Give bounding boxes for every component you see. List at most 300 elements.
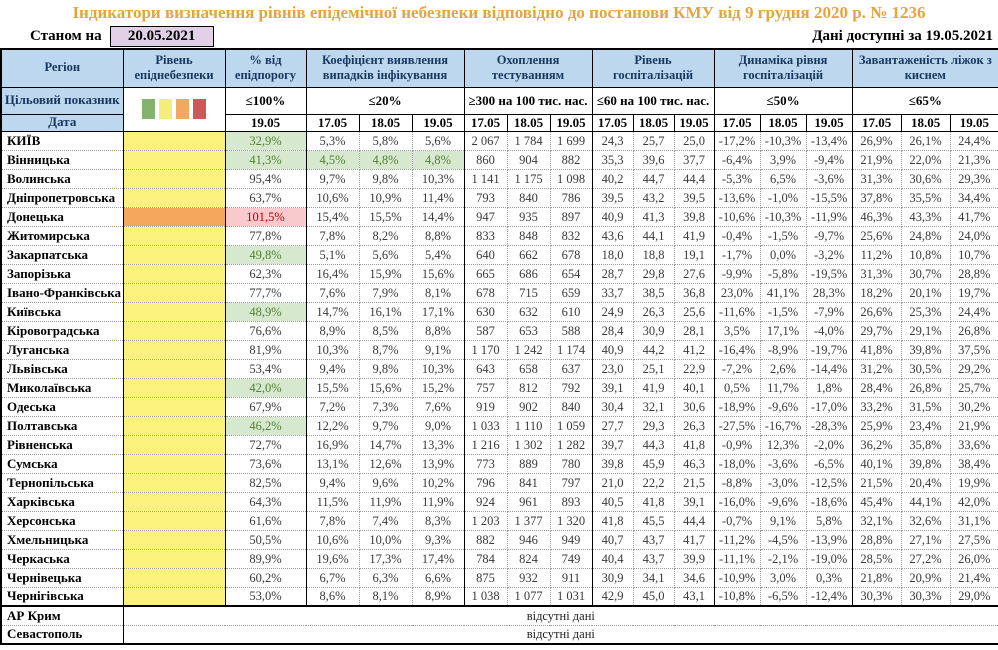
coefficient-value: 16,4% xyxy=(306,264,359,283)
hospitalization-value: 29,3 xyxy=(633,416,674,435)
testing-value: 653 xyxy=(507,321,550,340)
coefficient-value: 8,3% xyxy=(412,511,464,530)
oxygen-beds-value: 42,0% xyxy=(950,492,998,511)
date-cell: 17.05 xyxy=(464,114,507,131)
region-row xyxy=(1,416,998,435)
coefficient-value: 5,1% xyxy=(306,245,359,264)
hospitalization-value: 35,3 xyxy=(592,150,633,169)
hospitalization-value: 24,3 xyxy=(592,131,633,150)
hospitalization-value: 21,5 xyxy=(674,473,714,492)
region-row xyxy=(1,473,998,492)
epidemic-level-cell xyxy=(123,454,225,473)
testing-value: 947 xyxy=(464,207,507,226)
threshold-value: 53,4% xyxy=(225,359,306,378)
epidemic-level-cell xyxy=(123,378,225,397)
coefficient-value: 6,6% xyxy=(412,568,464,587)
region-name: Миколаївська xyxy=(1,378,123,397)
hospitalization-value: 36,8 xyxy=(674,283,714,302)
coefficient-value: 7,8% xyxy=(306,511,359,530)
oxygen-beds-value: 28,8% xyxy=(950,264,998,283)
oxygen-beds-value: 19,9% xyxy=(950,473,998,492)
testing-value: 902 xyxy=(507,397,550,416)
oxygen-beds-value: 35,5% xyxy=(901,188,950,207)
hospitalization-dynamics-header: Динаміка рівня госпіталізацій xyxy=(714,49,852,87)
data-available-label: Дані доступні за 19.05.2021 xyxy=(812,27,993,44)
dynamics-value: -9,9% xyxy=(714,264,760,283)
coefficient-value: 4,8% xyxy=(359,150,412,169)
dynamics-value: -12,5% xyxy=(806,473,852,492)
oxygen-beds-value: 10,8% xyxy=(901,245,950,264)
hospitalization-value: 44,1 xyxy=(633,226,674,245)
dynamics-value: 11,7% xyxy=(760,378,806,397)
hospitalization-value: 41,3 xyxy=(633,207,674,226)
no-data-text: відсутні дані xyxy=(123,625,998,644)
coefficient-value: 9,0% xyxy=(412,416,464,435)
dynamics-value: 0,0% xyxy=(760,245,806,264)
oxygen-beds-value: 20,9% xyxy=(901,568,950,587)
date-cell: 19.05 xyxy=(412,114,464,131)
coefficient-value: 8,6% xyxy=(306,587,359,606)
hospitalization-value: 38,5 xyxy=(633,283,674,302)
region-name: Хмельницька xyxy=(1,530,123,549)
coefficient-value: 9,7% xyxy=(359,416,412,435)
oxygen-beds-value: 26,8% xyxy=(901,378,950,397)
hospitalization-value: 41,2 xyxy=(674,340,714,359)
hospitalization-value: 41,8 xyxy=(674,435,714,454)
oxygen-beds-value: 28,5% xyxy=(852,549,901,568)
hospitalization-value: 40,2 xyxy=(592,169,633,188)
coefficient-value: 14,7% xyxy=(306,302,359,321)
region-name: Чернігівська xyxy=(1,587,123,606)
oxygen-beds-value: 31,5% xyxy=(901,397,950,416)
hospitalization-value: 39,5 xyxy=(674,188,714,207)
testing-target: ≥300 на 100 тис. нас. xyxy=(464,87,592,114)
dynamics-value: -18,0% xyxy=(714,454,760,473)
dynamics-value: 3,0% xyxy=(760,568,806,587)
coefficient-value: 8,8% xyxy=(412,321,464,340)
coefficient-value: 15,5% xyxy=(306,378,359,397)
oxygen-beds-value: 11,2% xyxy=(852,245,901,264)
no-data-text: відсутні дані xyxy=(123,606,998,625)
dynamics-value: -5,8% xyxy=(760,264,806,283)
dynamics-value: -18,6% xyxy=(806,492,852,511)
testing-value: 587 xyxy=(464,321,507,340)
coefficient-value: 10,6% xyxy=(306,530,359,549)
epidemic-level-cell xyxy=(123,188,225,207)
dynamics-value: -7,2% xyxy=(714,359,760,378)
region-row xyxy=(1,530,998,549)
testing-value: 897 xyxy=(550,207,592,226)
hospitalization-value: 45,5 xyxy=(633,511,674,530)
coefficient-value: 15,5% xyxy=(359,207,412,226)
hospitalization-value: 23,0 xyxy=(592,359,633,378)
testing-value: 773 xyxy=(464,454,507,473)
dynamics-value: -11,6% xyxy=(714,302,760,321)
testing-value: 678 xyxy=(550,245,592,264)
date-cell: 17.05 xyxy=(714,114,760,131)
hospitalization-value: 25,7 xyxy=(633,131,674,150)
hospitalization-value: 30,9 xyxy=(633,321,674,340)
coefficient-target: ≤20% xyxy=(306,87,464,114)
oxygen-beds-value: 33,2% xyxy=(852,397,901,416)
dynamics-value: 23,0% xyxy=(714,283,760,302)
testing-value: 924 xyxy=(464,492,507,511)
epidemic-level-cell xyxy=(123,131,225,150)
oxygen-beds-value: 18,2% xyxy=(852,283,901,302)
dynamics-value: -5,3% xyxy=(714,169,760,188)
date-cell: 19.05 xyxy=(550,114,592,131)
coefficient-value: 10,6% xyxy=(306,188,359,207)
coefficient-value: 11,5% xyxy=(306,492,359,511)
dynamics-value: -16,0% xyxy=(714,492,760,511)
region-name: КИЇВ xyxy=(1,131,123,150)
region-name: Одеська xyxy=(1,397,123,416)
testing-value: 1 699 xyxy=(550,131,592,150)
testing-value: 1 174 xyxy=(550,340,592,359)
coefficient-value: 10,2% xyxy=(412,473,464,492)
dynamics-value: -3,2% xyxy=(806,245,852,264)
testing-value: 1 141 xyxy=(464,169,507,188)
testing-value: 637 xyxy=(550,359,592,378)
coefficient-value: 16,1% xyxy=(359,302,412,321)
region-row xyxy=(1,169,998,188)
coefficient-value: 9,1% xyxy=(412,340,464,359)
threshold-value: 62,3% xyxy=(225,264,306,283)
dynamics-value: 1,8% xyxy=(806,378,852,397)
testing-value: 1 170 xyxy=(464,340,507,359)
coefficient-value: 6,7% xyxy=(306,568,359,587)
testing-value: 1 059 xyxy=(550,416,592,435)
dynamics-value: -10,3% xyxy=(760,131,806,150)
region-name: Житомирська xyxy=(1,226,123,245)
region-row xyxy=(1,150,998,169)
testing-value: 848 xyxy=(507,226,550,245)
epidemic-level-cell xyxy=(123,587,225,606)
region-row xyxy=(1,397,998,416)
date-cell: 17.05 xyxy=(852,114,901,131)
epidemic-level-cell xyxy=(123,530,225,549)
testing-value: 961 xyxy=(507,492,550,511)
threshold-value: 76,6% xyxy=(225,321,306,340)
dynamics-value: -3,0% xyxy=(760,473,806,492)
dynamics-value: -1,5% xyxy=(760,226,806,245)
coefficient-value: 8,2% xyxy=(359,226,412,245)
testing-value: 662 xyxy=(507,245,550,264)
hospitalization-value: 30,6 xyxy=(674,397,714,416)
dynamics-value: -10,9% xyxy=(714,568,760,587)
testing-value: 749 xyxy=(550,549,592,568)
region-row xyxy=(1,587,998,606)
threshold-value: 72,7% xyxy=(225,435,306,454)
oxygen-beds-value: 30,5% xyxy=(901,359,950,378)
date-cell: 19.05 xyxy=(225,114,306,131)
coefficient-value: 5,8% xyxy=(359,131,412,150)
hospitalization-value: 43,7 xyxy=(633,549,674,568)
hospitalization-value: 34,1 xyxy=(633,568,674,587)
region-name: Херсонська xyxy=(1,511,123,530)
testing-value: 643 xyxy=(464,359,507,378)
dynamics-value: 0,5% xyxy=(714,378,760,397)
dynamics-value: -9,6% xyxy=(760,492,806,511)
region-name: Луганська xyxy=(1,340,123,359)
testing-value: 632 xyxy=(507,302,550,321)
threshold-value: 73,6% xyxy=(225,454,306,473)
hospitalization-target: ≤60 на 100 тис. нас. xyxy=(592,87,714,114)
date-cell: 19.05 xyxy=(950,114,998,131)
oxygen-beds-value: 29,1% xyxy=(901,321,950,340)
coefficient-value: 13,3% xyxy=(412,435,464,454)
threshold-header: % від епідпорогу xyxy=(225,49,306,87)
threshold-value: 49,8% xyxy=(225,245,306,264)
dynamics-value: -0,4% xyxy=(714,226,760,245)
testing-value: 889 xyxy=(507,454,550,473)
beds-target: ≤65% xyxy=(852,87,998,114)
date-cell: 18.05 xyxy=(901,114,950,131)
testing-value: 1 033 xyxy=(464,416,507,435)
coefficient-value: 7,2% xyxy=(306,397,359,416)
hospitalization-value: 25,0 xyxy=(674,131,714,150)
testing-value: 882 xyxy=(464,530,507,549)
region-name: Рівненська xyxy=(1,435,123,454)
epidemic-level-cell xyxy=(123,359,225,378)
dynamics-value: -10,3% xyxy=(760,207,806,226)
region-row xyxy=(1,302,998,321)
hospitalization-value: 41,7 xyxy=(674,530,714,549)
coefficient-value: 10,3% xyxy=(412,359,464,378)
dynamics-value: -9,6% xyxy=(760,397,806,416)
region-row xyxy=(1,549,998,568)
dynamics-value: -6,4% xyxy=(714,150,760,169)
coefficient-value: 13,9% xyxy=(412,454,464,473)
oxygen-beds-value: 33,6% xyxy=(950,435,998,454)
target-row xyxy=(1,87,998,114)
testing-value: 1 302 xyxy=(507,435,550,454)
hospitalization-value: 39,5 xyxy=(592,188,633,207)
hospitalization-value: 44,2 xyxy=(633,340,674,359)
oxygen-beds-value: 25,9% xyxy=(852,416,901,435)
coefficient-value: 4,8% xyxy=(412,150,464,169)
dynamics-value: -6,5% xyxy=(806,454,852,473)
coefficient-value: 16,9% xyxy=(306,435,359,454)
oxygen-beds-value: 30,7% xyxy=(901,264,950,283)
oxygen-beds-value: 40,1% xyxy=(852,454,901,473)
dynamics-value: -11,2% xyxy=(714,530,760,549)
level-red-icon xyxy=(193,99,206,119)
oxygen-beds-value: 19,7% xyxy=(950,283,998,302)
hospitalization-value: 40,4 xyxy=(592,549,633,568)
epidemic-level-cell xyxy=(123,473,225,492)
coefficient-value: 8,1% xyxy=(412,283,464,302)
hospitalization-value: 40,9 xyxy=(592,340,633,359)
date-cell: 19.05 xyxy=(674,114,714,131)
dynamics-value: -28,3% xyxy=(806,416,852,435)
epidemic-level-cell xyxy=(123,245,225,264)
dynamics-value: -3,6% xyxy=(760,454,806,473)
dynamics-value: -1,0% xyxy=(760,188,806,207)
coefficient-value: 5,4% xyxy=(412,245,464,264)
hospitalization-value: 22,2 xyxy=(633,473,674,492)
region-row xyxy=(1,435,998,454)
oxygen-beds-value: 43,3% xyxy=(901,207,950,226)
dynamics-value: 2,6% xyxy=(760,359,806,378)
threshold-value: 67,9% xyxy=(225,397,306,416)
oxygen-beds-value: 32,1% xyxy=(852,511,901,530)
coefficient-value: 17,4% xyxy=(412,549,464,568)
region-row xyxy=(1,226,998,245)
oxygen-beds-value: 30,3% xyxy=(901,587,950,606)
threshold-value: 95,4% xyxy=(225,169,306,188)
oxygen-beds-value: 45,4% xyxy=(852,492,901,511)
oxygen-beds-value: 20,1% xyxy=(901,283,950,302)
hospitalization-value: 29,8 xyxy=(633,264,674,283)
hospitalization-value: 25,6 xyxy=(674,302,714,321)
dynamics-value: -17,0% xyxy=(806,397,852,416)
region-name: Закарпатська xyxy=(1,245,123,264)
coefficient-value: 17,3% xyxy=(359,549,412,568)
testing-value: 949 xyxy=(550,530,592,549)
hospitalization-value: 30,4 xyxy=(592,397,633,416)
region-row xyxy=(1,340,998,359)
region-row xyxy=(1,321,998,340)
hospitalization-value: 28,7 xyxy=(592,264,633,283)
oxygen-beds-value: 31,3% xyxy=(852,169,901,188)
dynamics-value: -9,7% xyxy=(806,226,852,245)
date-cell: 18.05 xyxy=(760,114,806,131)
hospitalization-value: 39,8 xyxy=(592,454,633,473)
testing-value: 919 xyxy=(464,397,507,416)
testing-value: 840 xyxy=(550,397,592,416)
coefficient-value: 7,8% xyxy=(306,226,359,245)
dynamics-value: -19,0% xyxy=(806,549,852,568)
oxygen-beds-value: 26,8% xyxy=(950,321,998,340)
hospitalization-value: 40,5 xyxy=(592,492,633,511)
hospitalization-value: 30,9 xyxy=(592,568,633,587)
region-name: Львівська xyxy=(1,359,123,378)
coefficient-value: 9,8% xyxy=(359,359,412,378)
dynamics-value: -1,5% xyxy=(760,302,806,321)
coefficient-value: 15,2% xyxy=(412,378,464,397)
oxygen-beds-value: 37,5% xyxy=(950,340,998,359)
dynamics-value: -12,4% xyxy=(806,587,852,606)
testing-value: 2 067 xyxy=(464,131,507,150)
dynamics-value: -15,5% xyxy=(806,188,852,207)
coefficient-value: 8,5% xyxy=(359,321,412,340)
dynamics-value: -11,1% xyxy=(714,549,760,568)
coefficient-value: 11,9% xyxy=(359,492,412,511)
region-name: Запорізька xyxy=(1,264,123,283)
testing-value: 935 xyxy=(507,207,550,226)
coefficient-value: 5,6% xyxy=(412,131,464,150)
testing-value: 665 xyxy=(464,264,507,283)
threshold-value: 46,2% xyxy=(225,416,306,435)
epidemic-level-cell xyxy=(123,511,225,530)
hospitalization-level-header: Рівень госпіталізацій xyxy=(592,49,714,87)
coefficient-value: 15,6% xyxy=(412,264,464,283)
testing-value: 1 077 xyxy=(507,587,550,606)
oxygen-beds-value: 10,7% xyxy=(950,245,998,264)
oxygen-beds-value: 29,7% xyxy=(852,321,901,340)
hospitalization-value: 46,3 xyxy=(674,454,714,473)
testing-value: 860 xyxy=(464,150,507,169)
dynamics-value: -2,1% xyxy=(760,549,806,568)
testing-value: 1 038 xyxy=(464,587,507,606)
status-bar xyxy=(0,25,998,48)
oxygen-beds-value: 27,5% xyxy=(950,530,998,549)
dynamics-value: -11,9% xyxy=(806,207,852,226)
epidemic-level-cell xyxy=(123,416,225,435)
hospitalization-value: 40,7 xyxy=(592,530,633,549)
testing-value: 1 031 xyxy=(550,587,592,606)
oxygen-beds-value: 27,1% xyxy=(901,530,950,549)
date-cell: 18.05 xyxy=(507,114,550,131)
coefficient-value: 8,9% xyxy=(306,321,359,340)
oxygen-beds-value: 26,0% xyxy=(950,549,998,568)
hospitalization-value: 25,1 xyxy=(633,359,674,378)
oxygen-beds-value: 30,2% xyxy=(950,397,998,416)
coefficient-value: 8,7% xyxy=(359,340,412,359)
hospitalization-value: 45,9 xyxy=(633,454,674,473)
coefficient-value: 9,7% xyxy=(306,169,359,188)
coefficient-value: 13,1% xyxy=(306,454,359,473)
testing-value: 932 xyxy=(507,568,550,587)
threshold-value: 32,9% xyxy=(225,131,306,150)
epidemic-level-cell xyxy=(123,549,225,568)
no-data-row xyxy=(1,606,998,625)
testing-value: 678 xyxy=(464,283,507,302)
oxygen-beds-value: 31,2% xyxy=(852,359,901,378)
epidemic-level-cell xyxy=(123,435,225,454)
coefficient-value: 12,2% xyxy=(306,416,359,435)
oxygen-beds-value: 29,3% xyxy=(950,169,998,188)
oxygen-beds-header: Завантаженість ліжок з киснем xyxy=(852,49,998,87)
oxygen-beds-value: 36,2% xyxy=(852,435,901,454)
testing-value: 841 xyxy=(507,473,550,492)
region-row xyxy=(1,568,998,587)
region-row xyxy=(1,207,998,226)
testing-value: 786 xyxy=(550,188,592,207)
epidemic-level-cell xyxy=(123,302,225,321)
dynamics-value: -17,2% xyxy=(714,131,760,150)
oxygen-beds-value: 20,4% xyxy=(901,473,950,492)
oxygen-beds-value: 39,8% xyxy=(901,340,950,359)
coefficient-value: 14,4% xyxy=(412,207,464,226)
coefficient-value: 15,9% xyxy=(359,264,412,283)
oxygen-beds-value: 21,9% xyxy=(852,150,901,169)
hospitalization-value: 28,4 xyxy=(592,321,633,340)
oxygen-beds-value: 44,1% xyxy=(901,492,950,511)
coefficient-value: 8,8% xyxy=(412,226,464,245)
testing-value: 904 xyxy=(507,150,550,169)
dynamics-value: -18,9% xyxy=(714,397,760,416)
coefficient-value: 17,1% xyxy=(412,302,464,321)
oxygen-beds-value: 39,8% xyxy=(901,454,950,473)
level-orange-icon xyxy=(176,99,189,119)
hospitalization-value: 24,9 xyxy=(592,302,633,321)
oxygen-beds-value: 26,9% xyxy=(852,131,901,150)
hospitalization-value: 19,1 xyxy=(674,245,714,264)
epidemic-level-cell xyxy=(123,492,225,511)
testing-value: 1 320 xyxy=(550,511,592,530)
epidemic-level-cell xyxy=(123,207,225,226)
region-name: Севастополь xyxy=(1,625,123,644)
oxygen-beds-value: 46,3% xyxy=(852,207,901,226)
oxygen-beds-value: 24,4% xyxy=(950,302,998,321)
epidemic-level-cell xyxy=(123,321,225,340)
threshold-value: 48,9% xyxy=(225,302,306,321)
coefficient-value: 15,6% xyxy=(359,378,412,397)
coefficient-value: 6,3% xyxy=(359,568,412,587)
oxygen-beds-value: 24,4% xyxy=(950,131,998,150)
